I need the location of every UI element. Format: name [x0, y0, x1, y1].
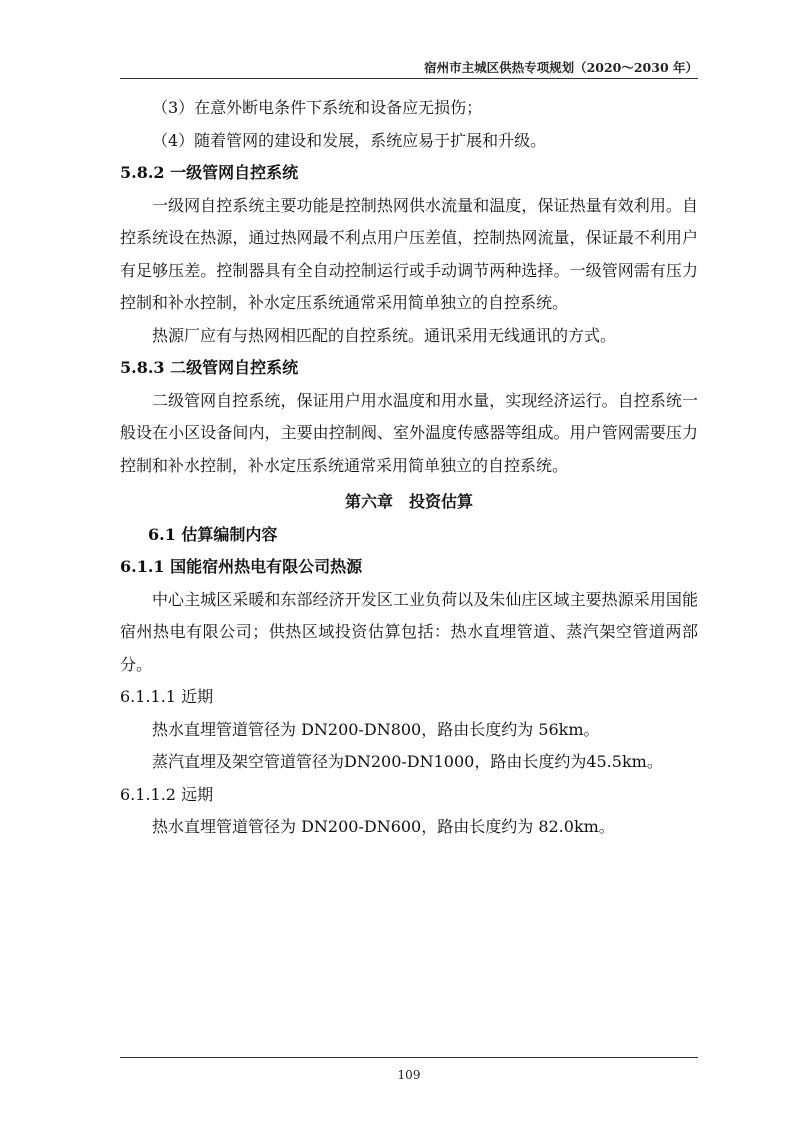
- list-item-3: （3）在意外断电条件下系统和设备应无损伤；: [152, 98, 483, 117]
- paragraph-near-hot-water: 热水直埋管道管径为 DN200-DN800，路由长度约为 56km。: [152, 719, 600, 739]
- section-heading-5-8-3: 5.8.3 二级管网自控系统: [120, 358, 299, 377]
- paragraph-heat-source-scope: 中心主城区采暖和东部经济开发区工业负荷以及朱仙庄区域主要热源采用国能宿州热电有限公司；供热区域投资估算包括：热水直埋管道、蒸汽架空管道两部分。: [120, 589, 698, 674]
- paragraph-long-hot-water: 热水直埋管道管径为 DN200-DN600，路由长度约为 82.0km。: [152, 817, 615, 836]
- paragraph-primary-control: 一级网自控系统主要功能是控制热网供水流量和温度，保证热量有效利用。自控系统设在热源，通过热网最不利点用户压差值，控制热网流量，保证最不利用户有足够压差。控制器具有全自动控制运行或手动调节两种选择。一级管网需有压力控制和补水控制，补水定压系统通常采用简单独立的自控系统。: [120, 195, 698, 312]
- section-heading-5-8-2: 5.8.2 一级管网自控系统: [120, 163, 299, 182]
- footer-divider: [120, 1057, 698, 1058]
- page-header-title: 宿州市主城区供热专项规划（2020～2030 年）: [424, 60, 698, 75]
- chapter-title: 第六章 投资估算: [344, 492, 473, 511]
- list-item-4: （4）随着管网的建设和发展，系统应易于扩展和升级。: [152, 130, 547, 150]
- subsection-near-term: 6.1.1.1 近期: [120, 687, 214, 706]
- subsection-long-term: 6.1.1.2 远期: [120, 784, 214, 804]
- paragraph-near-steam: 蒸汽直埋及架空管道管径为DN200-DN1000，路由长度约为45.5km。: [152, 752, 663, 771]
- section-heading-6-1-1: 6.1.1 国能宿州热电有限公司热源: [120, 557, 363, 576]
- header-divider: [120, 78, 698, 79]
- document-body: [120, 92, 698, 844]
- section-heading-6-1: 6.1 估算编制内容: [148, 524, 278, 544]
- page-number: 109: [397, 1068, 421, 1082]
- paragraph-heat-source-control: 热源厂应有与热网相匹配的自控系统。通讯采用无线通讯的方式。: [152, 325, 617, 345]
- paragraph-secondary-control: 二级管网自控系统，保证用户用水温度和用水量，实现经济运行。自控系统一般设在小区设备间内，主要由控制阀、室外温度传感器等组成。用户管网需要压力控制和补水控制，补水定压系统通常采用简单独立的自控系统。: [120, 390, 698, 475]
